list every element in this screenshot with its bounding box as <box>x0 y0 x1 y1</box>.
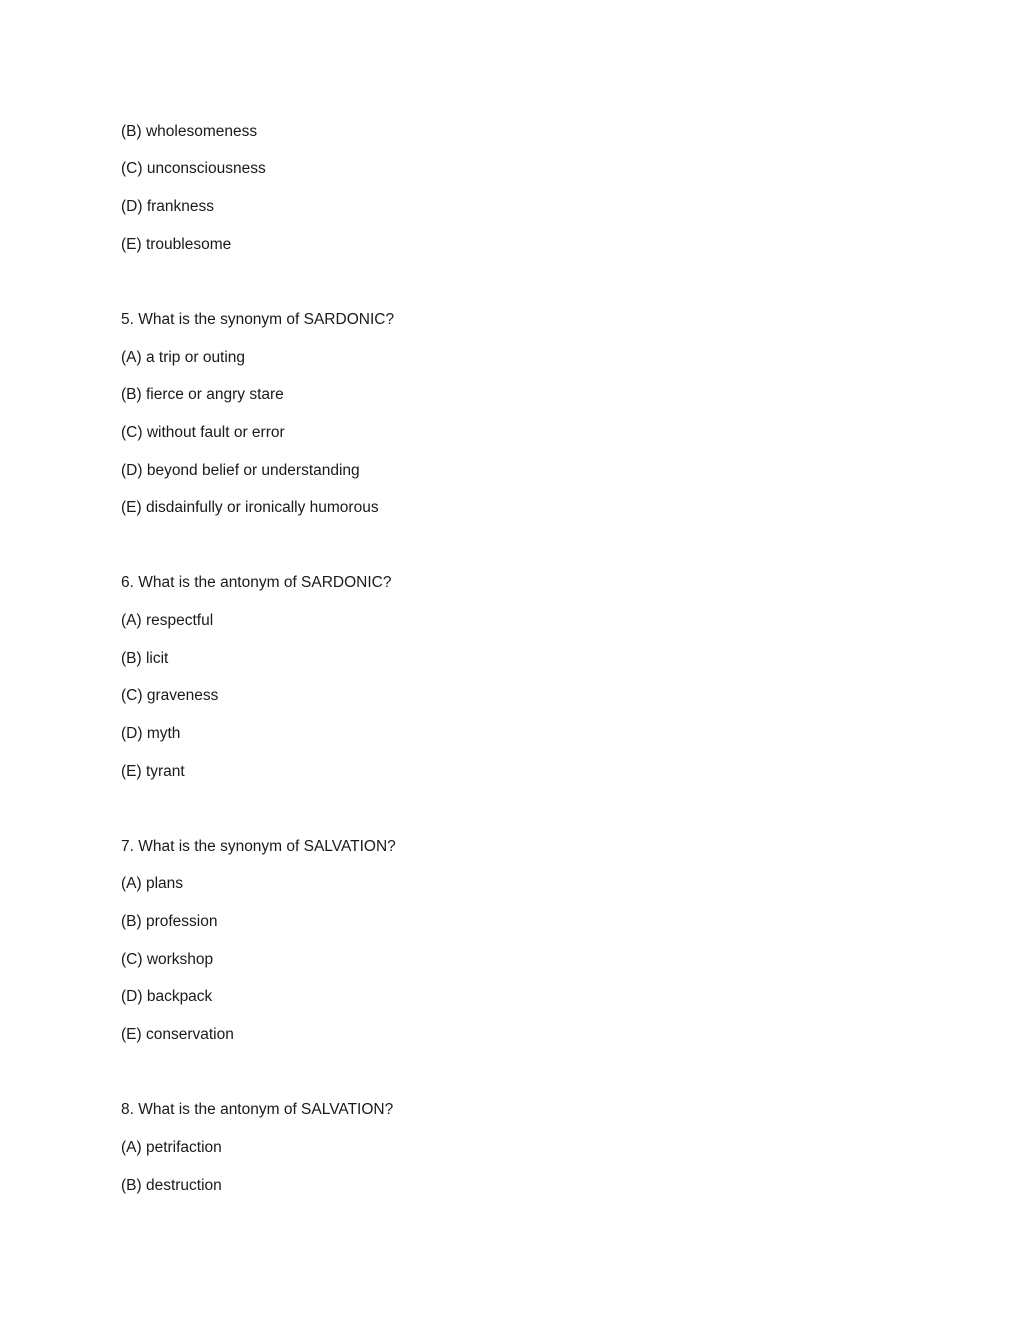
question-8-prompt: 8. What is the antonym of SALVATION? <box>121 1101 394 1118</box>
question-6-option-b: (B) licit <box>121 650 169 667</box>
question-6-option-a: (A) respectful <box>121 612 214 629</box>
question-6-option-d: (D) myth <box>121 725 181 742</box>
question-7-prompt: 7. What is the synonym of SALVATION? <box>121 838 396 855</box>
question-6-option-e: (E) tyrant <box>121 763 185 780</box>
question-8-option-b: (B) destruction <box>121 1177 222 1194</box>
question-7-option-b: (B) profession <box>121 913 218 930</box>
question-7-option-e: (E) conservation <box>121 1026 234 1043</box>
question-7-option-d: (D) backpack <box>121 988 213 1005</box>
question-5-prompt: 5. What is the synonym of SARDONIC? <box>121 311 395 328</box>
option-c-prev: (C) unconsciousness <box>121 160 266 177</box>
question-7-option-c: (C) workshop <box>121 951 214 968</box>
option-e-prev: (E) troublesome <box>121 236 232 253</box>
question-5-option-a: (A) a trip or outing <box>121 349 246 366</box>
option-d-prev: (D) frankness <box>121 198 215 215</box>
question-5-option-c: (C) without fault or error <box>121 424 285 441</box>
question-6-prompt: 6. What is the antonym of SARDONIC? <box>121 574 392 591</box>
question-8-option-a: (A) petrifaction <box>121 1139 222 1156</box>
question-5-option-e: (E) disdainfully or ironically humorous <box>121 499 379 516</box>
question-5-option-d: (D) beyond belief or understanding <box>121 462 360 479</box>
question-7-option-a: (A) plans <box>121 875 184 892</box>
question-6-option-c: (C) graveness <box>121 687 219 704</box>
question-5-option-b: (B) fierce or angry stare <box>121 386 284 403</box>
option-b-prev: (B) wholesomeness <box>121 123 258 140</box>
